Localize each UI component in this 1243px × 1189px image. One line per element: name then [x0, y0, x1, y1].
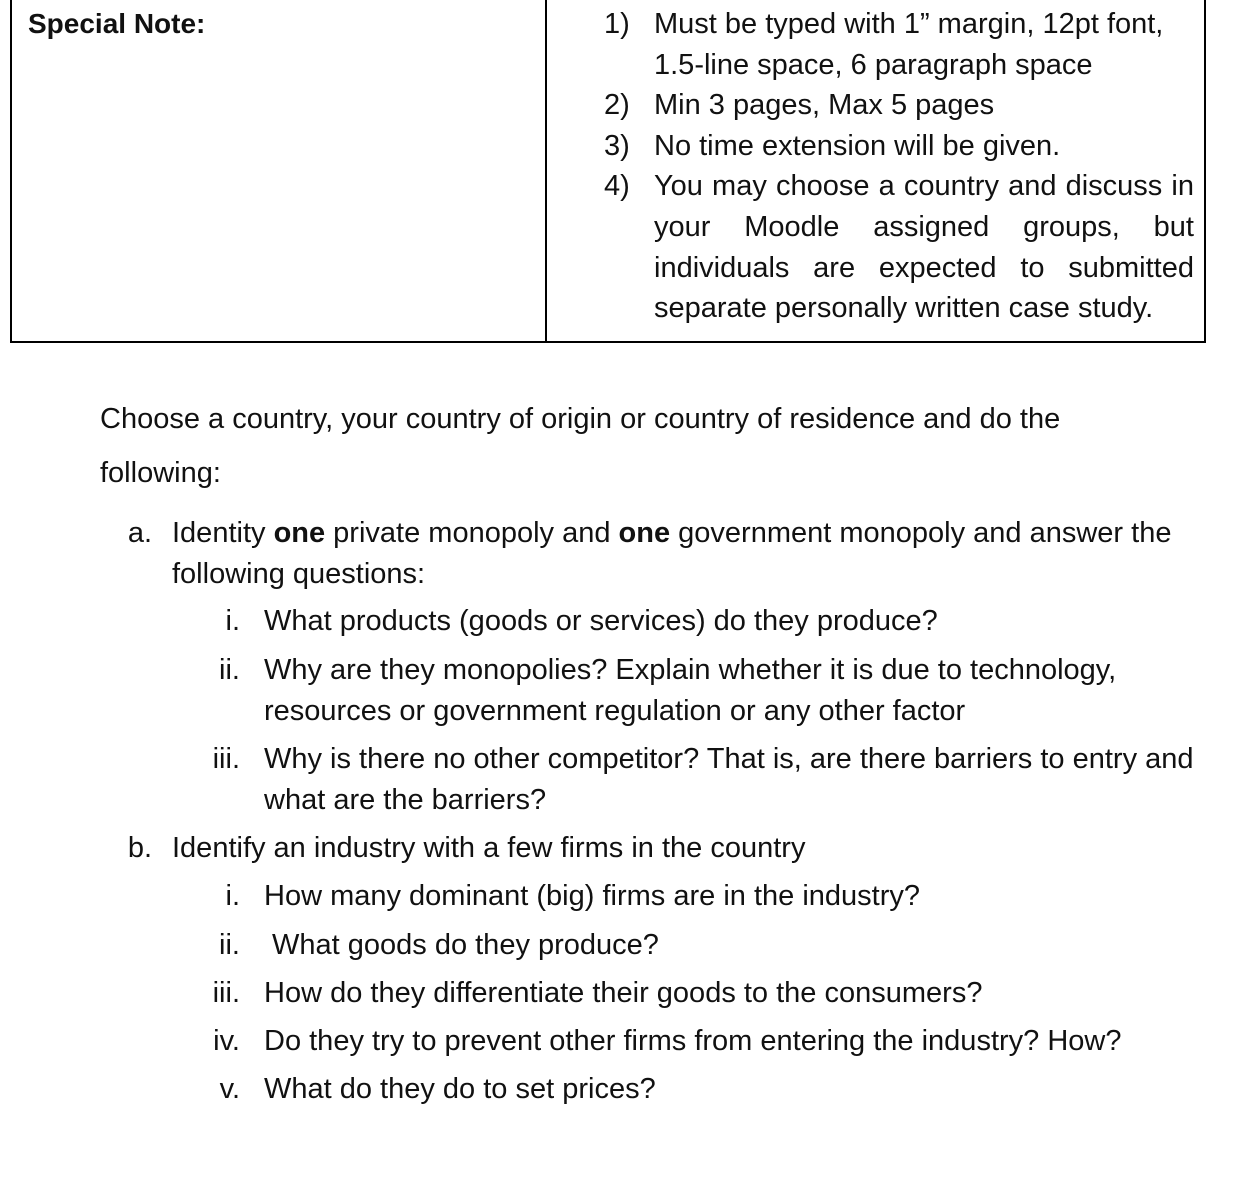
note-item — [604, 85, 1194, 126]
table-divider — [545, 0, 547, 341]
part-a-marker: a. — [127, 517, 152, 549]
note-text: Min 3 pages, Max 5 pages — [654, 89, 995, 122]
question-marker: i. — [225, 605, 240, 637]
part-a-text-2: private monopoly and — [325, 517, 619, 549]
question-text: Do they try to prevent other firms from entering the industry? How? — [264, 1025, 1122, 1057]
part-a-text-3: government monopoly and answer the following questions: — [172, 517, 1172, 590]
special-note-label: Special Note: — [28, 8, 206, 39]
question-marker: ii. — [219, 929, 240, 961]
question-text: How many dominant (big) firms are in the industry? — [264, 880, 920, 912]
question-text: Why is there no other competitor? That is, are there barriers to entry and what are the barriers? — [264, 743, 1194, 816]
special-note-table — [10, 0, 1206, 343]
question-text: What goods do they produce? — [272, 929, 659, 961]
part-a-bold-1: one — [273, 517, 326, 549]
question-text: Why are they monopolies? Explain whether it is due to technology, resources or government regulation or any other factor — [264, 654, 1117, 727]
question-marker: ii. — [219, 654, 240, 686]
question-text: What products (goods or services) do they produce? — [264, 605, 938, 637]
note-text: You may choose a country and discuss in your Moodle assigned groups, but individuals are expected to submitted separate personally written case study. — [654, 170, 1194, 325]
question-marker: iii. — [212, 743, 240, 775]
note-item — [604, 126, 1194, 167]
note-number: 1) — [604, 8, 630, 40]
note-number: 2) — [604, 89, 630, 122]
note-item — [604, 4, 1194, 85]
part-a-text-1: Identity — [172, 517, 274, 549]
part-a-bold-2: one — [618, 517, 671, 549]
question-marker: iii. — [212, 977, 240, 1009]
intro-paragraph: Choose a country, your country of origin or country of residence and do the following: — [100, 403, 1061, 489]
part-a-text — [172, 513, 1192, 594]
note-text: No time extension will be given. — [654, 129, 1061, 162]
question-text: What do they do to set prices? — [264, 1073, 656, 1105]
special-note-list — [604, 4, 1194, 329]
question-marker: iv. — [213, 1025, 240, 1057]
note-text: Must be typed with 1” margin, 12pt font, 1.5-line space, 6 paragraph space — [654, 8, 1164, 81]
question-text: How do they differentiate their goods to the consumers? — [264, 977, 983, 1009]
note-item — [604, 166, 1194, 328]
question-marker: i. — [225, 880, 240, 912]
question-marker: v. — [219, 1073, 240, 1105]
note-number: 3) — [604, 129, 630, 162]
part-b-marker: b. — [127, 832, 152, 864]
note-number: 4) — [604, 170, 630, 203]
part-b-text: Identify an industry with a few firms in the country — [172, 832, 806, 864]
